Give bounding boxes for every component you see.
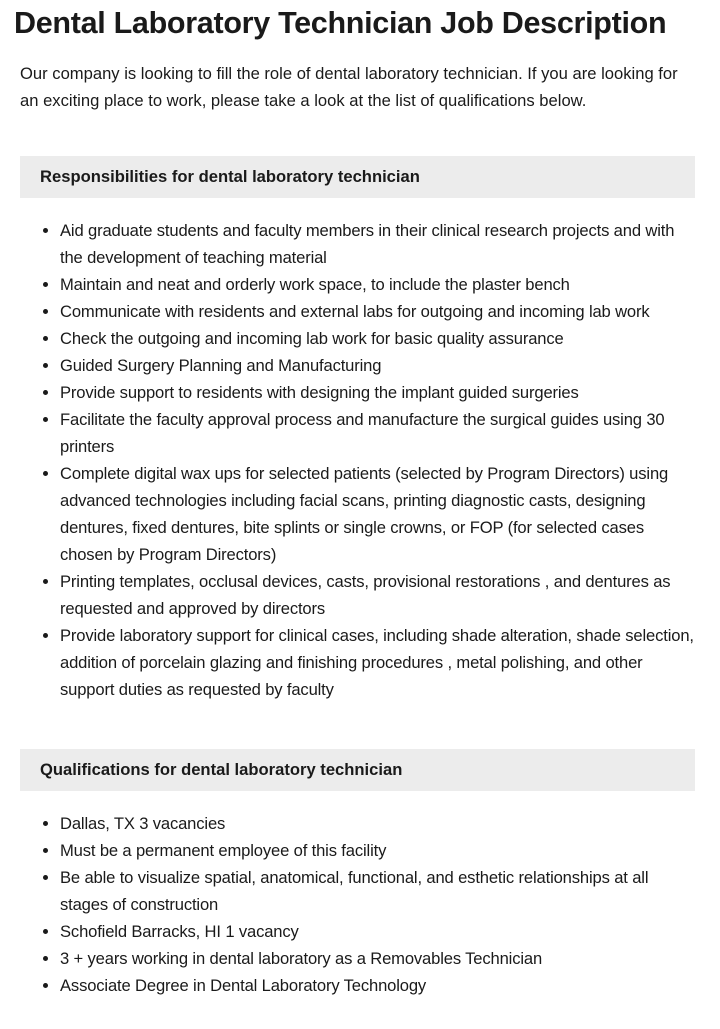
intro-paragraph: Our company is looking to fill the role of dental laboratory technician. If you are looking for an exciting place to work, please take a look at the list of qualifications below. [20, 64, 678, 110]
list-item: • Guided Surgery Planning and Manufacturing [60, 352, 696, 379]
list-item: • Maintain and neat and orderly work space, to include the plaster bench [60, 271, 696, 298]
list-item: • Aid graduate students and faculty members in their clinical research projects and with the development of teaching material [60, 217, 696, 271]
list-item: • Printing templates, occlusal devices, casts, provisional restorations , and dentures as requested and approved by directors [60, 568, 696, 622]
page-title: Dental Laboratory Technician Job Description [14, 6, 667, 40]
list-item: • 3 + years working in dental laboratory as a Removables Technician [60, 945, 696, 972]
list-item: • Must be a permanent employee of this facility [60, 837, 696, 864]
list-item: • Facilitate the faculty approval process and manufacture the surgical guides using 30 printers [60, 406, 696, 460]
list-item: • Communicate with residents and external labs for outgoing and incoming lab work [60, 298, 696, 325]
list-item: • Be able to visualize spatial, anatomical, functional, and esthetic relationships at all stages of construction [60, 864, 696, 918]
list-item: • Check the outgoing and incoming lab work for basic quality assurance [60, 325, 696, 352]
list-item: • Provide support to residents with designing the implant guided surgeries [60, 379, 696, 406]
list-item: • Schofield Barracks, HI 1 vacancy [60, 918, 696, 945]
list-item: • Associate Degree in Dental Laboratory Technology [60, 972, 696, 999]
qualifications-heading: Qualifications for dental laboratory technician [20, 749, 695, 791]
list-item: • Provide laboratory support for clinical cases, including shade alteration, shade selection, addition of porcelain glazing and finishing procedures , metal polishing, and other support duties as requested by faculty [60, 622, 696, 703]
list-item: • Complete digital wax ups for selected patients (selected by Program Directors) using advanced technologies including facial scans, printing diagnostic casts, designing dentures, fixed dentures, bite splints or single crowns, or FOP (for selected cases chosen by Program Directors) [60, 460, 696, 568]
qualifications-list [20, 810, 696, 999]
responsibilities-list [20, 217, 696, 703]
list-item: • Dallas, TX 3 vacancies [60, 810, 696, 837]
responsibilities-heading: Responsibilities for dental laboratory technician [20, 156, 695, 198]
